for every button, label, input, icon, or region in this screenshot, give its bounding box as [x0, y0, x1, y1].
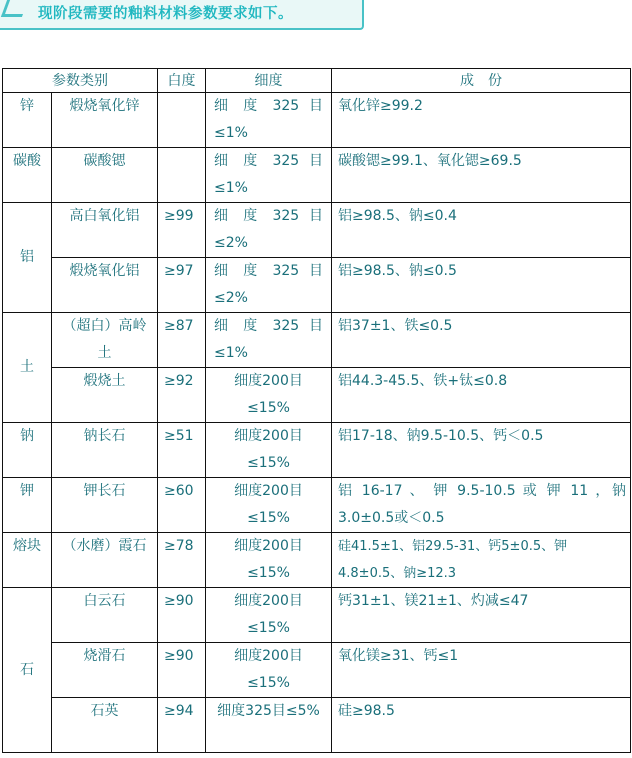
composition-cell: 铝 16-17 、 钾 9.5-10.5 或 钾 11 ，钠3.0±0.5或＜0.5	[332, 478, 631, 533]
material-name-cell: 烧滑石	[52, 643, 158, 698]
composition-cell: 碳酸锶≥99.1、氧化锶≥69.5	[332, 148, 631, 203]
category-cell: 熔块	[3, 533, 52, 588]
table-header-row	[3, 69, 631, 93]
table-row	[3, 93, 631, 148]
material-name-cell: 钾长石	[52, 478, 158, 533]
fineness-cell: 细 度 325 目≤2%	[206, 258, 332, 313]
fineness-cell: 细度200目≤15%	[206, 368, 332, 423]
table-row	[3, 478, 631, 533]
table-row	[3, 148, 631, 203]
category-cell: 碳酸	[3, 148, 52, 203]
material-name-cell: 煅烧土	[52, 368, 158, 423]
composition-cell: 氧化镁≥31、钙≤1	[332, 643, 631, 698]
material-name-cell: 煅烧氧化铝	[52, 258, 158, 313]
material-name-cell: 钠长石	[52, 423, 158, 478]
fineness-cell: 细度200目≤15%	[206, 533, 332, 588]
category-cell: 石	[3, 588, 52, 753]
fineness-cell: 细 度 325 目≤1%	[206, 93, 332, 148]
table-row	[3, 643, 631, 698]
category-cell: 钠	[3, 423, 52, 478]
category-cell: 锌	[3, 93, 52, 148]
table-row	[3, 313, 631, 368]
section-banner	[0, 0, 364, 30]
table-row	[3, 368, 631, 423]
whiteness-cell: ≥78	[158, 533, 206, 588]
category-cell: 钾	[3, 478, 52, 533]
fineness-cell: 细 度 325 目≤1%	[206, 313, 332, 368]
whiteness-cell: ≥87	[158, 313, 206, 368]
category-cell: 土	[3, 313, 52, 423]
table-row	[3, 258, 631, 313]
whiteness-cell: ≥90	[158, 588, 206, 643]
whiteness-cell	[158, 148, 206, 203]
whiteness-cell: ≥51	[158, 423, 206, 478]
fineness-cell: 细度200目≤15%	[206, 423, 332, 478]
material-name-cell: （水磨）霞石	[52, 533, 158, 588]
composition-cell: 铝17-18、钠9.5-10.5、钙＜0.5	[332, 423, 631, 478]
header-fineness: 细度	[206, 69, 332, 93]
composition-cell: 铝≥98.5、钠≤0.5	[332, 258, 631, 313]
table-row	[3, 698, 631, 753]
whiteness-cell: ≥94	[158, 698, 206, 753]
material-name-cell: 高白氧化铝	[52, 203, 158, 258]
composition-cell: 氧化锌≥99.2	[332, 93, 631, 148]
fineness-cell: 细 度 325 目≤2%	[206, 203, 332, 258]
composition-cell: 铝44.3-45.5、铁+钛≤0.8	[332, 368, 631, 423]
banner-text: 现阶段需要的釉料材料参数要求如下。	[38, 6, 293, 22]
header-whiteness: 白度	[158, 69, 206, 93]
fineness-cell: 细度200目≤15%	[206, 588, 332, 643]
category-cell: 铝	[3, 203, 52, 313]
composition-cell: 硅41.5±1、铝29.5-31、钙5±0.5、钾4.8±0.5、钠≥12.3	[332, 533, 631, 588]
material-name-cell: 碳酸锶	[52, 148, 158, 203]
whiteness-cell: ≥92	[158, 368, 206, 423]
composition-cell: 铝37±1、铁≤0.5	[332, 313, 631, 368]
composition-cell: 铝≥98.5、钠≤0.4	[332, 203, 631, 258]
fineness-cell: 细 度 325 目≤1%	[206, 148, 332, 203]
material-name-cell: （超白）高岭土	[52, 313, 158, 368]
fineness-cell: 细度200目≤15%	[206, 643, 332, 698]
table-row	[3, 423, 631, 478]
composition-cell: 钙31±1、镁21±1、灼减≤47	[332, 588, 631, 643]
material-name-cell: 煅烧氧化锌	[52, 93, 158, 148]
material-parameters-table	[2, 68, 631, 753]
header-composition: 成 份	[332, 69, 631, 93]
material-name-cell: 白云石	[52, 588, 158, 643]
table-row	[3, 588, 631, 643]
whiteness-cell: ≥60	[158, 478, 206, 533]
composition-cell: 硅≥98.5	[332, 698, 631, 753]
whiteness-cell: ≥90	[158, 643, 206, 698]
fineness-cell: 细度325目≤5%	[206, 698, 332, 753]
whiteness-cell	[158, 93, 206, 148]
whiteness-cell: ≥99	[158, 203, 206, 258]
banner-accent-icon	[1, 0, 28, 17]
material-name-cell: 石英	[52, 698, 158, 753]
table-row	[3, 203, 631, 258]
fineness-cell: 细度200目≤15%	[206, 478, 332, 533]
table-row	[3, 533, 631, 588]
header-category: 参数类别	[3, 69, 158, 93]
whiteness-cell: ≥97	[158, 258, 206, 313]
